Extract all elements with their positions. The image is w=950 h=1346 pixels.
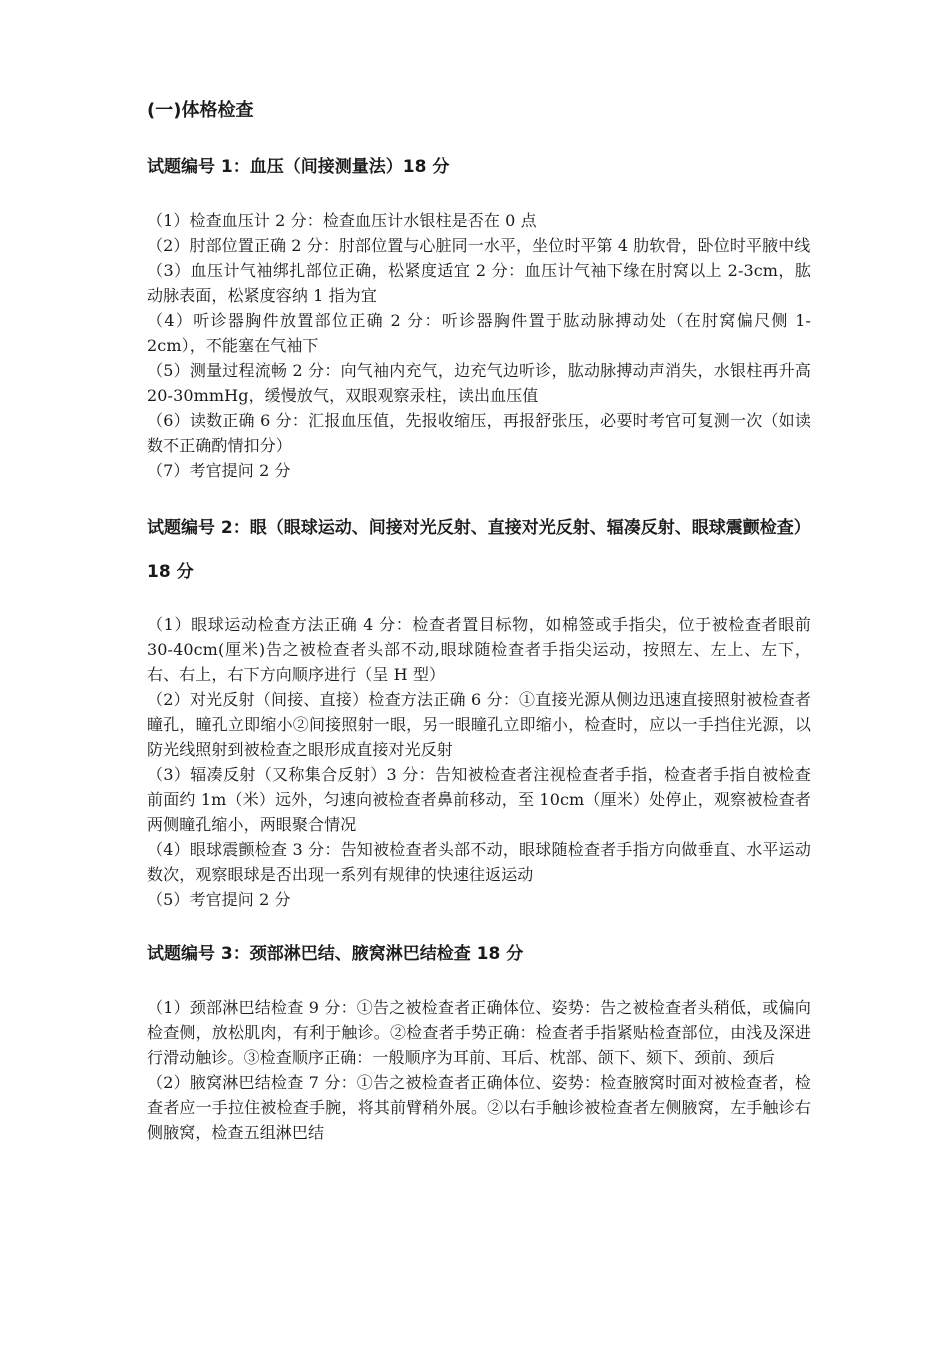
question-2-title: 试题编号 2：眼（眼球运动、间接对光反射、直接对光反射、辐凑反射、眼球震颤检查）18 分: [147, 518, 811, 582]
document-page: [147, 96, 811, 1145]
question-2-item-5: （5）考官提问 2 分: [147, 890, 291, 909]
question-1-item-1: （1）检查血压计 2 分：检查血压计水银柱是否在 0 点: [147, 211, 537, 230]
section-title: (一)体格检查: [147, 100, 254, 121]
question-1-item-5: （5）测量过程流畅 2 分：向气袖内充气，边充气边听诊，肱动脉搏动声消失，水银柱再升高 20-30mmHg，缓慢放气，双眼观察汞柱，读出血压值: [147, 361, 811, 405]
question-3-item-2: （2）腋窝淋巴结检查 7 分：①告之被检查者正确体位、姿势：检查腋窝时面对被检查者，检查者应一手拉住被检查手腕，将其前臂稍外展。②以右手触诊被检查者左侧腋窝，左手触诊右侧腋窝，检查五组淋巴结: [147, 1073, 811, 1142]
question-1-title: 试题编号 1：血压（间接测量法）18 分: [147, 157, 450, 177]
question-2-items: [147, 612, 811, 912]
question-2-item-1: （1）眼球运动检查方法正确 4 分：检查者置目标物，如棉签或手指尖，位于被检查者眼前 30-40cm(厘米)告之被检查者头部不动,眼球随检查者手指尖运动，按照左、左上、左下，右、右上，右下方向顺序进行（呈 H 型）: [147, 615, 811, 684]
question-2-item-4: （4）眼球震颤检查 3 分：告知被检查者头部不动，眼球随检查者手指方向做垂直、水平运动数次，观察眼球是否出现一系列有规律的快速往返运动: [147, 840, 811, 884]
question-1-item-6: （6）读数正确 6 分：汇报血压值，先报收缩压，再报舒张压，必要时考官可复测一次（如读数不正确酌情扣分）: [147, 411, 811, 455]
question-2-item-2: （2）对光反射（间接、直接）检查方法正确 6 分：①直接光源从侧边迅速直接照射被检查者瞳孔，瞳孔立即缩小②间接照射一眼，另一眼瞳孔立即缩小，检查时，应以一手挡住光源，以防光线照射到被检查之眼形成直接对光反射: [147, 690, 811, 759]
question-2-item-3: （3）辐凑反射（又称集合反射）3 分：告知被检查者注视检查者手指，检查者手指自被检查前面约 1m（米）远外，匀速向被检查者鼻前移动，至 10cm（厘米）处停止，观察被检查者两侧瞳孔缩小，两眼聚合情况: [147, 765, 811, 834]
question-3-item-1: （1）颈部淋巴结检查 9 分：①告之被检查者正确体位、姿势：告之被检查者头稍低，或偏向检查侧，放松肌肉，有利于触诊。②检查者手势正确：检查者手指紧贴检查部位，由浅及深进行滑动触诊。③检查顺序正确：一般顺序为耳前、耳后、枕部、颌下、颏下、颈前、颈后: [147, 998, 811, 1067]
question-1-item-3: （3）血压计气袖绑扎部位正确，松紧度适宜 2 分：血压计气袖下缘在肘窝以上 2-3cm，肱动脉表面，松紧度容纳 1 指为宜: [147, 261, 811, 305]
question-1-items: [147, 208, 811, 483]
question-1-item-2: （2）肘部位置正确 2 分：肘部位置与心脏同一水平，坐位时平第 4 肋软骨，卧位时平腋中线: [147, 236, 811, 255]
question-1-item-4: （4）听诊器胸件放置部位正确 2 分：听诊器胸件置于肱动脉搏动处（在肘窝偏尺侧 1-2cm），不能塞在气袖下: [147, 311, 811, 355]
question-3-title: 试题编号 3：颈部淋巴结、腋窝淋巴结检查 18 分: [147, 944, 524, 964]
question-3-items: [147, 995, 811, 1145]
question-1-item-7: （7）考官提问 2 分: [147, 461, 291, 480]
